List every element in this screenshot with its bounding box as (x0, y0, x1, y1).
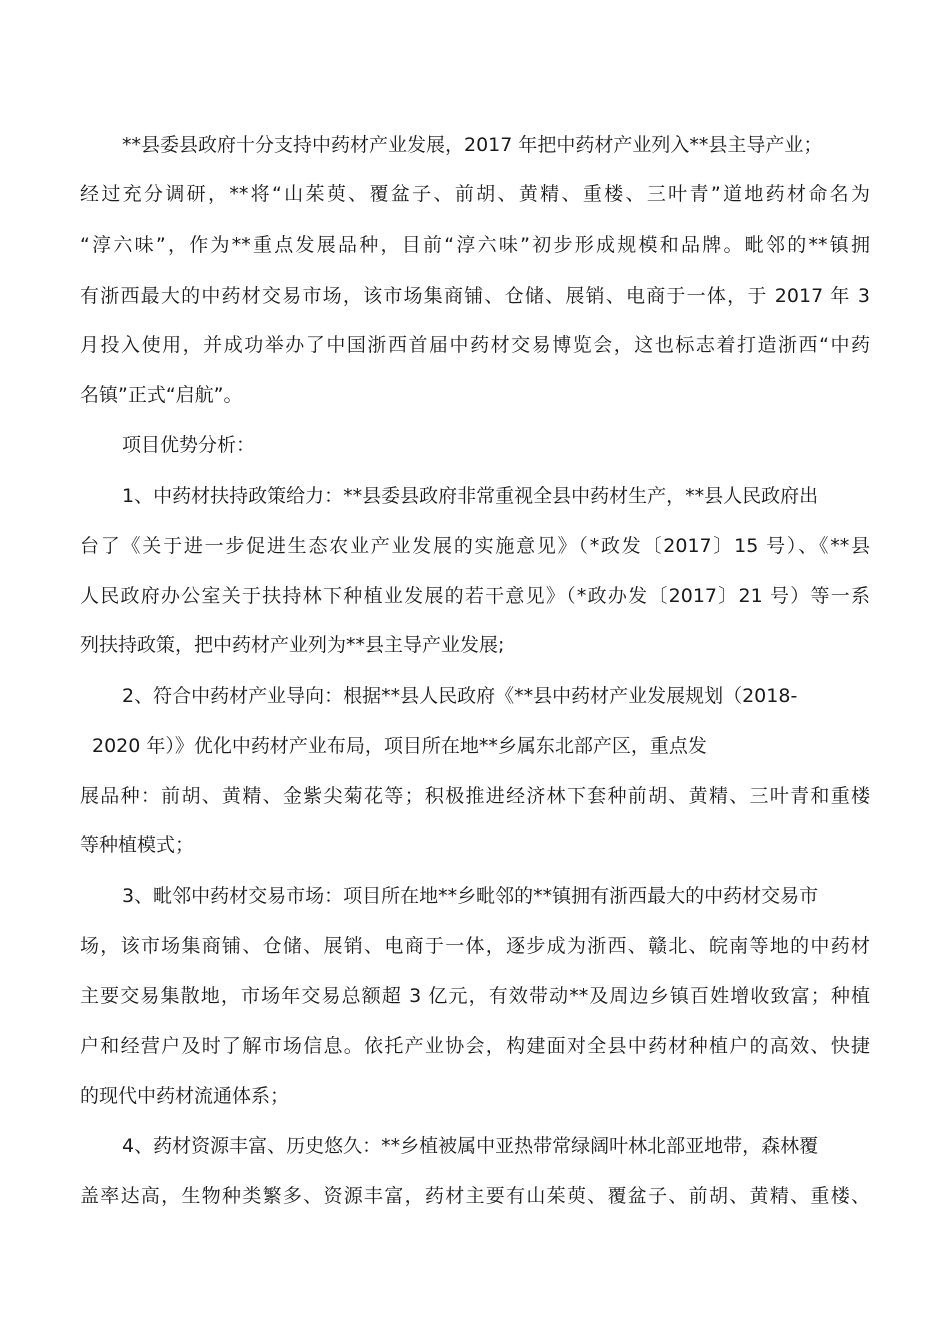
paragraph-4-line-2: 2020 年）》优化中药材产业布局，项目所在地**乡属东北部产区，重点发 (92, 735, 707, 757)
paragraph-1-line-5: 月投入使用，并成功举办了中国浙西首届中药材交易博览会，这也标志着打造浙西“中药 (80, 334, 870, 356)
paragraph-3-line-4: 列扶持政策，把中药材产业列为**县主导产业发展; (80, 634, 505, 656)
paragraph-5-line-2: 场，该市场集商铺、仓储、展销、电商于一体，逐步成为浙西、赣北、皖南等地的中药材 (80, 935, 870, 957)
paragraph-3-line-3: 人民政府办公室关于扶持林下种植业发展的若干意见》（*政办发〔2017〕21 号）等一系 (80, 585, 870, 607)
paragraph-1-line-4: 有浙西最大的中药材交易市场，该市场集商铺、仓储、展销、电商于一体，于 2017 年 3 (80, 285, 870, 307)
paragraph-4-line-1: 2、符合中药材产业导向：根据**县人民政府《**县中药材产业发展规划（2018- (122, 685, 798, 707)
section-heading-advantages: 项目优势分析： (122, 434, 256, 456)
paragraph-1-line-1: **县委县政府十分支持中药材产业发展，2017 年把中药材产业列入**县主导产业； (122, 134, 823, 156)
paragraph-6-line-1: 4、药材资源丰富、历史悠久：**乡植被属中亚热带常绿阔叶林北部亚地带，森林覆 (122, 1135, 819, 1157)
paragraph-1-line-3: “淳六味”，作为**重点发展品种，目前“淳六味”初步形成规模和品牌。毗邻的**镇拥 (80, 234, 870, 256)
paragraph-5-line-5: 的现代中药材流通体系； (80, 1085, 290, 1107)
paragraph-3-line-2: 台了《关于进一步促进生态农业产业发展的实施意见》（*政发〔2017〕15 号）、《**县 (80, 535, 870, 557)
paragraph-6-line-2: 盖率达高，生物种类繁多、资源丰富，药材主要有山茱萸、覆盆子、前胡、黄精、重楼、 (80, 1185, 870, 1207)
paragraph-1-line-2: 经过充分调研，**将“山茱萸、覆盆子、前胡、黄精、重楼、三叶青”道地药材命名为 (80, 183, 870, 205)
paragraph-4-line-4: 等种植模式； (80, 834, 195, 856)
paragraph-5-line-3: 主要交易集散地，市场年交易总额超 3 亿元，有效带动**及周边乡镇百姓增收致富；种植 (80, 985, 870, 1007)
paragraph-5-line-4: 户和经营户及时了解市场信息。依托产业协会，构建面对全县中药材种植户的高效、快捷 (80, 1035, 870, 1057)
paragraph-5-line-1: 3、毗邻中药材交易市场：项目所在地**乡毗邻的**镇拥有浙西最大的中药材交易市 (122, 885, 819, 907)
paragraph-3-line-1: 1、中药材扶持政策给力：**县委县政府非常重视全县中药材生产，**县人民政府出 (122, 485, 819, 507)
paragraph-4-line-3: 展品种：前胡、黄精、金紫尖菊花等；积极推进经济林下套种前胡、黄精、三叶青和重楼 (80, 785, 870, 807)
paragraph-1-line-6: 名镇”正式“启航”。 (80, 384, 243, 406)
